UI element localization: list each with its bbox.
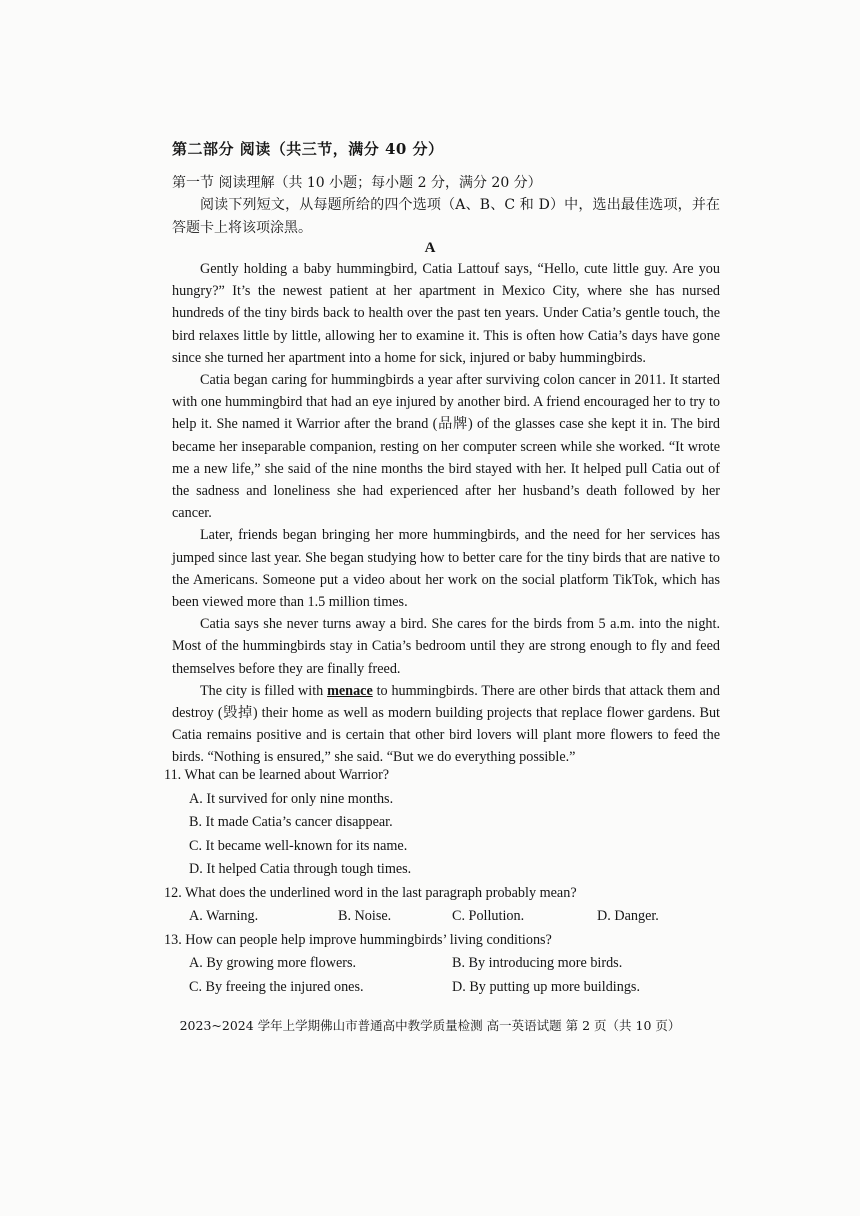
question-list	[164, 764, 720, 999]
reading-passage	[172, 258, 720, 769]
question-11-option-a: A. It survived for only nine months.	[189, 790, 394, 807]
passage-paragraph-1: Gently holding a baby hummingbird, Catia Lattouf says, “Hello, cute little guy. Are you hungry?” It’s the newest patient at her apartment in Mexico City, where she has nursed hundreds of the tiny birds back to health over the past ten years. Under Catia’s gentle touch, the bird relaxes little by little, allowing her to examine it. This is often how Catia’s days have gone since she turned her apartment into a home for sick, injured or baby hummingbirds.	[172, 261, 720, 366]
question-13-option-b: B. By introducing more birds.	[452, 955, 623, 971]
page-footer: 2023~2024 学年上学期佛山市普通高中教学质量检测 高一英语试题 第 2 页（共 10 页）	[179, 1018, 681, 1033]
question-12-options	[172, 905, 720, 929]
question-12-stem: 12. What does the underlined word in the last paragraph probably mean?	[164, 884, 577, 901]
passage-paragraph-4: Catia says she never turns away a bird. She cares for the birds from 5 a.m. into the night. Most of the hummingbirds stay in Catia’s bedroom until they are strong enough to fly and feed themselves before they are finally freed.	[172, 616, 720, 677]
question-11-option-c: C. It became well-known for its name.	[189, 837, 408, 854]
passage-paragraph-5	[172, 680, 720, 769]
section-title: 第二部分 阅读（共三节，满分 40 分）	[172, 140, 444, 158]
subsection-title: 第一节 阅读理解（共 10 小题；每小题 2 分，满分 20 分）	[172, 175, 542, 191]
passage-paragraph-3: Later, friends began bringing her more hummingbirds, and the need for her services has jumped since last year. She began studying how to better care for the tiny birds that are native to the Americans. Someone put a video about her work on the social platform TikTok, which has been viewed more than 1.5 million times.	[172, 527, 720, 611]
question-11-stem: 11. What can be learned about Warrior?	[164, 767, 390, 783]
question-13-option-c: C. By freeing the injured ones.	[189, 978, 364, 995]
reading-instructions: 阅读下列短文，从每题所给的四个选项（A、B、C 和 D）中，选出最佳选项，并在答题卡上将该项涂黑。	[172, 197, 720, 236]
question-13-options-row-2	[172, 976, 720, 1000]
question-11-option-b: B. It made Catia’s cancer disappear.	[189, 814, 393, 830]
question-12-option-c: C. Pollution.	[452, 908, 525, 924]
question-12-option-d: D. Danger.	[597, 908, 659, 924]
passage-letter: A	[424, 240, 436, 256]
paragraph-5-rest: to hummingbirds. There are other birds that attack them and destroy (毁掉) their home as well as modern building projects that replace flower gardens. But Catia remains positive and is certain that other bird lovers will plant more flowers to feed the birds. “Nothing is ensured,” she said. “But we do everything possible.”	[172, 682, 720, 766]
question-13-option-a: A. By growing more flowers.	[189, 955, 357, 971]
question-12-option-b: B. Noise.	[338, 908, 392, 924]
question-11-option-d: D. It helped Catia through tough times.	[189, 861, 412, 877]
question-12-option-a: A. Warning.	[189, 908, 259, 924]
underlined-word: menace	[327, 682, 373, 699]
question-13-options-row-1	[172, 952, 720, 976]
paragraph-5-start: The city is filled with	[200, 682, 328, 699]
question-13-stem: 13. How can people help improve hummingbirds’ living conditions?	[164, 931, 552, 948]
question-13-option-d: D. By putting up more buildings.	[452, 978, 640, 995]
passage-paragraph-2: Catia began caring for hummingbirds a year after surviving colon cancer in 2011. It started with one hummingbird that had an eye injured by another bird. A friend encouraged her to try to help it. She named it Warrior after the brand (品牌) of the glasses case she kept it in. The bird became her inseparable companion, resting on her computer screen while she worked. “It wrote me a new life,” she said of the nine months the bird stayed with her. It helped pull Catia out of the sadness and loneliness she had experienced after her husband’s death followed by her cancer.	[172, 372, 720, 522]
